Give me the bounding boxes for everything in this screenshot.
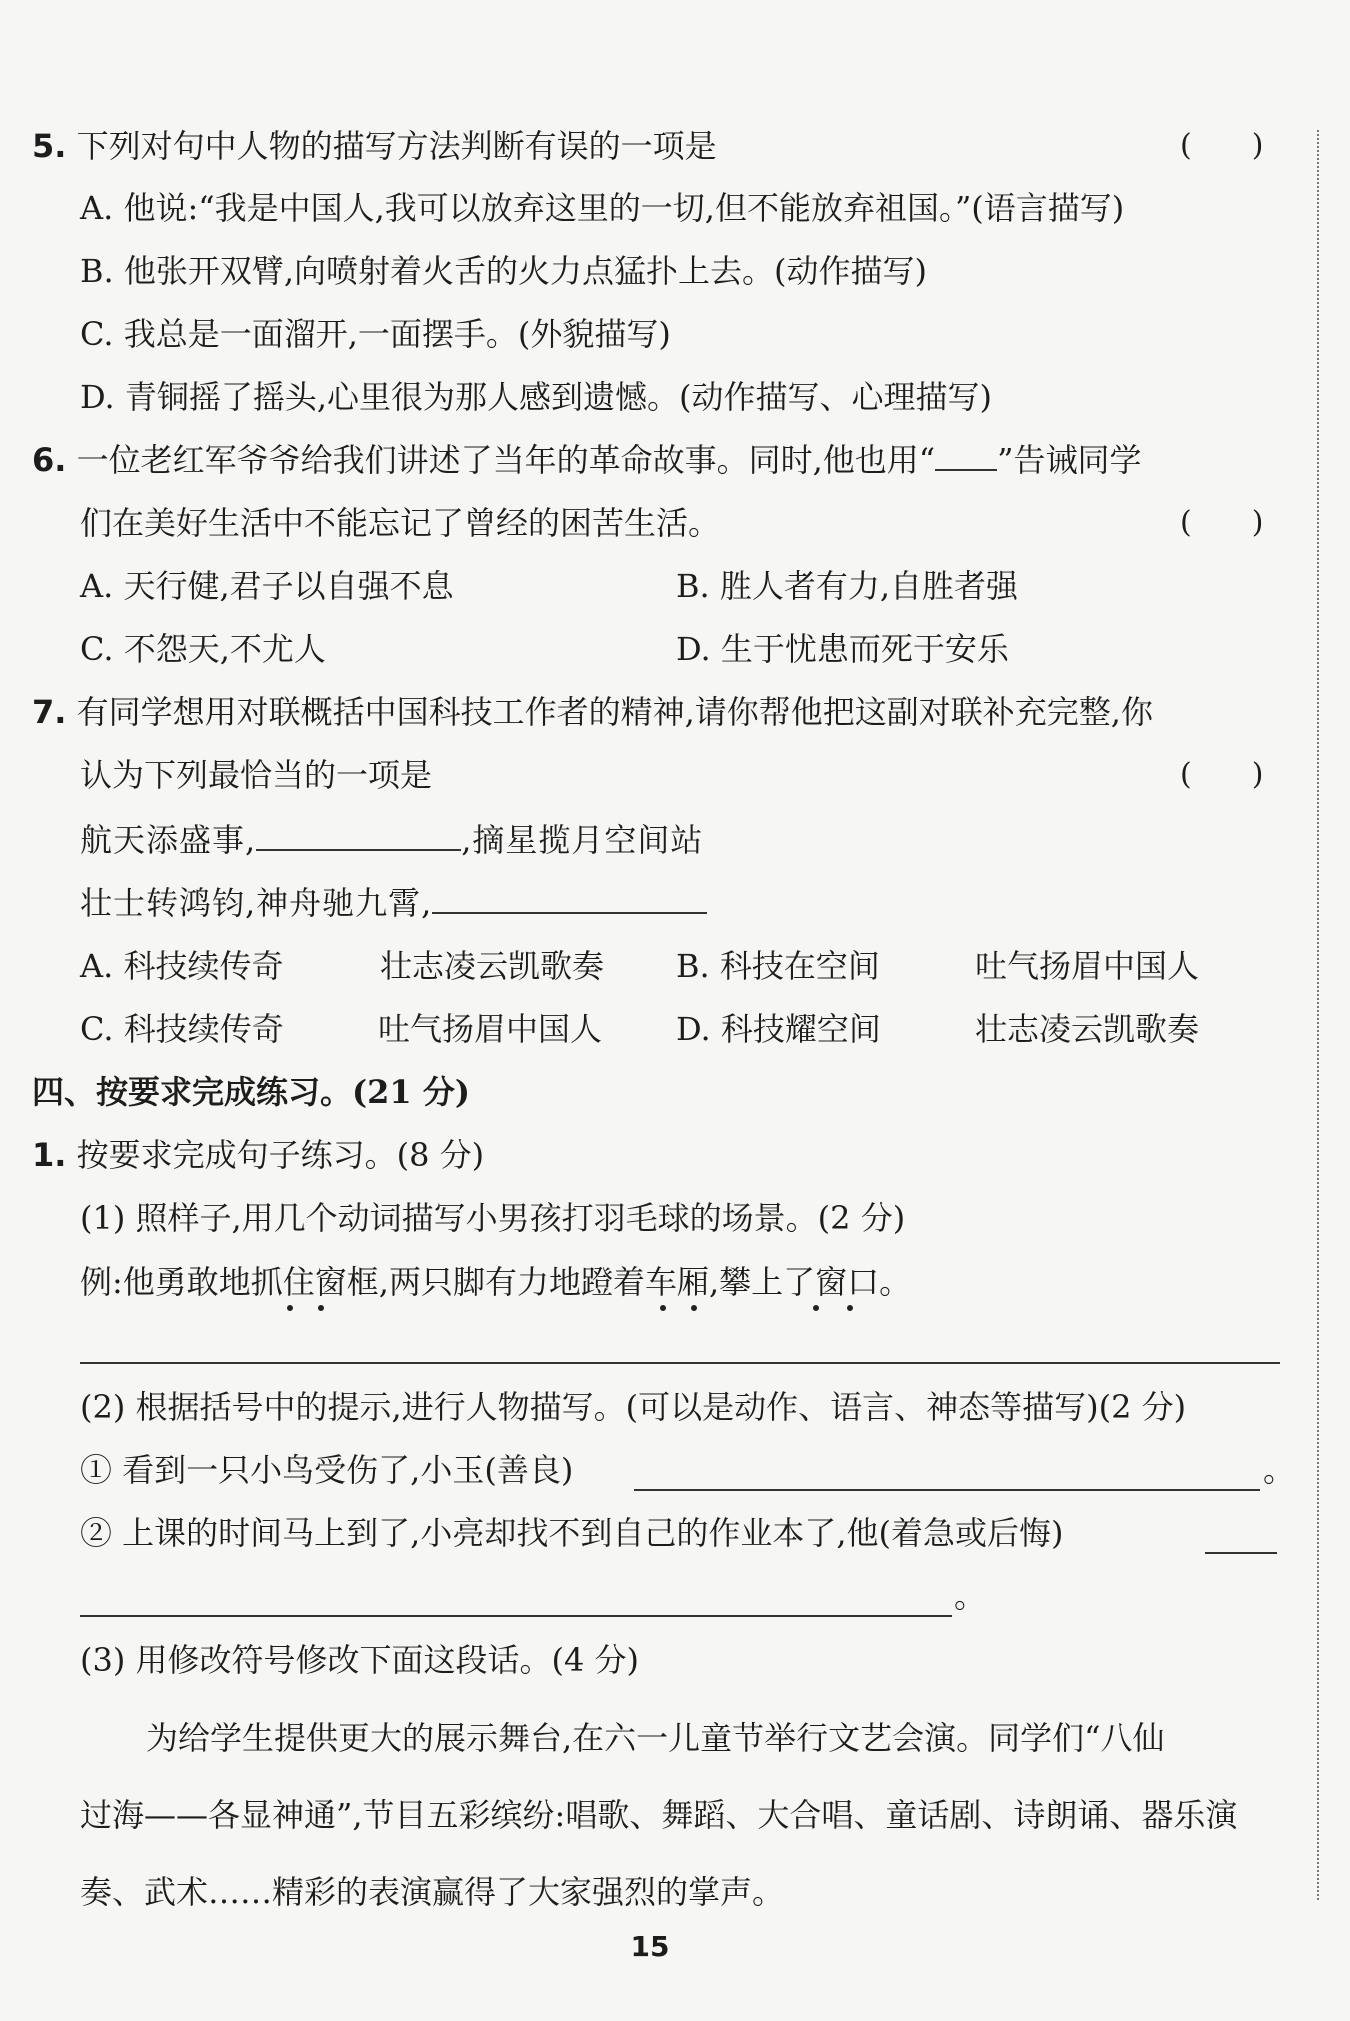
q6-option-a: A. 天行健,君子以自强不息 — [80, 567, 454, 605]
q7-option-a2: 壮志凌云凯歌奏 — [380, 947, 605, 985]
q7-option-b2: 吐气扬眉中国人 — [975, 947, 1200, 985]
q7-couplet1-end: ,摘星揽月空间站 — [461, 821, 704, 859]
s4-q1-part2-item2: ② 上课的时间马上到了,小亮却找不到自己的作业本了,他(着急或后悔) — [80, 1514, 1064, 1552]
item2-end-mark: 。 — [954, 1577, 987, 1615]
q5-option-c: C. 我总是一面溜开,一面摆手。(外貌描写) — [80, 315, 671, 353]
q5-stem — [32, 126, 717, 166]
q6-stem-line1 — [32, 440, 1142, 480]
emphasis-dot — [847, 1305, 853, 1311]
paragraph-line1: 为给学生提供更大的展示舞台,在六一儿童节举行文艺会演。同学们“八仙 — [146, 1719, 1165, 1757]
q6-number: 6. — [32, 441, 67, 479]
q6-answer-paren[interactable]: ( ) — [1180, 505, 1264, 540]
q7-couplet1-start: 航天添盛事, — [80, 821, 257, 859]
q7-option-d2: 壮志凌云凯歌奏 — [975, 1010, 1200, 1048]
page-number: 15 — [630, 1930, 670, 1963]
emphasis-dot — [660, 1305, 666, 1311]
q7-stem-line1 — [32, 692, 1153, 732]
emphasis-dot — [287, 1305, 293, 1311]
s4-q1-part2: (2) 根据括号中的提示,进行人物描写。(可以是动作、语言、神态等描写)(2 分) — [80, 1388, 1187, 1426]
q5-number: 5. — [32, 127, 67, 165]
q7-couplet-line1 — [80, 820, 703, 860]
q7-option-c1: C. 科技续传奇 — [80, 1010, 284, 1048]
s4-q1-part1: (1) 照样子,用几个动词描写小男孩打羽毛球的场景。(2 分) — [80, 1199, 906, 1237]
item1-end-mark: 。 — [1263, 1451, 1296, 1489]
emphasis-dot — [318, 1305, 324, 1311]
s4-q1-text: 按要求完成句子练习。(8 分) — [76, 1136, 485, 1174]
section4-title: 四、按要求完成练习。(21 分) — [32, 1073, 470, 1111]
q7-answer-paren[interactable]: ( ) — [1180, 757, 1264, 792]
q7-couplet-line2 — [80, 883, 707, 923]
paragraph-line2: 过海——各显神通”,节目五彩缤纷:唱歌、舞蹈、大合唱、童话剧、诗朗诵、器乐演 — [80, 1796, 1238, 1834]
q5-option-a: A. 他说:“我是中国人,我可以放弃这里的一切,但不能放弃祖国。”(语言描写) — [80, 189, 1125, 227]
q7-option-a1: A. 科技续传奇 — [80, 947, 284, 985]
q7-couplet-blank2[interactable] — [432, 912, 707, 914]
q6-option-b: B. 胜人者有力,自胜者强 — [676, 567, 1019, 605]
q7-couplet2-text: 壮士转鸿钧,神舟驰九霄, — [80, 884, 433, 922]
s4-q1-number: 1. — [32, 1136, 67, 1174]
q6-option-c: C. 不怨天,不尤人 — [80, 630, 326, 668]
emphasis-dot — [691, 1305, 697, 1311]
item2-answer-line-b[interactable] — [80, 1615, 952, 1617]
q7-option-b1: B. 科技在空间 — [676, 947, 880, 985]
item1-text: ① 看到一只小鸟受伤了,小玉(善良) — [80, 1451, 574, 1489]
q6-quote-blank[interactable] — [935, 469, 997, 471]
s4-q1-answer-line[interactable] — [80, 1362, 1280, 1364]
s4-q1-part2-item1 — [80, 1450, 573, 1490]
q7-option-c2: 吐气扬眉中国人 — [378, 1010, 603, 1048]
q7-couplet-blank1[interactable] — [256, 849, 461, 851]
s4-q1-example: 例:他勇敢地抓住窗框,两只脚有力地蹬着车厢,攀上了窗口。 — [80, 1263, 912, 1301]
q5-text: 下列对句中人物的描写方法判断有误的一项是 — [76, 127, 717, 165]
q6-text-part2: ”告诫同学 — [997, 441, 1142, 479]
q6-option-d: D. 生于忧患而死于安乐 — [676, 630, 1009, 668]
paragraph-line3: 奏、武术……精彩的表演赢得了大家强烈的掌声。 — [80, 1873, 785, 1911]
s4-q1-stem — [32, 1135, 484, 1175]
s4-q1-part3: (3) 用修改符号修改下面这段话。(4 分) — [80, 1641, 640, 1679]
q6-stem-line2: 们在美好生活中不能忘记了曾经的困苦生活。 — [80, 504, 721, 542]
binding-cut-line — [1317, 130, 1319, 1900]
item2-answer-line-a[interactable] — [1205, 1552, 1277, 1554]
emphasis-dot — [813, 1305, 819, 1311]
q5-answer-paren[interactable]: ( ) — [1180, 128, 1264, 163]
q7-stem-line2: 认为下列最恰当的一项是 — [80, 756, 433, 794]
q7-number: 7. — [32, 693, 67, 731]
q5-option-b: B. 他张开双臂,向喷射着火舌的火力点猛扑上去。(动作描写) — [80, 252, 928, 290]
item1-answer-line[interactable] — [634, 1489, 1260, 1491]
q7-text-line1: 有同学想用对联概括中国科技工作者的精神,请你帮他把这副对联补充完整,你 — [76, 693, 1153, 731]
q7-option-d1: D. 科技耀空间 — [676, 1010, 881, 1048]
q6-text-part1: 一位老红军爷爷给我们讲述了当年的革命故事。同时,他也用“ — [76, 441, 936, 479]
q5-option-d: D. 青铜摇了摇头,心里很为那人感到遗憾。(动作描写、心理描写) — [80, 378, 993, 416]
